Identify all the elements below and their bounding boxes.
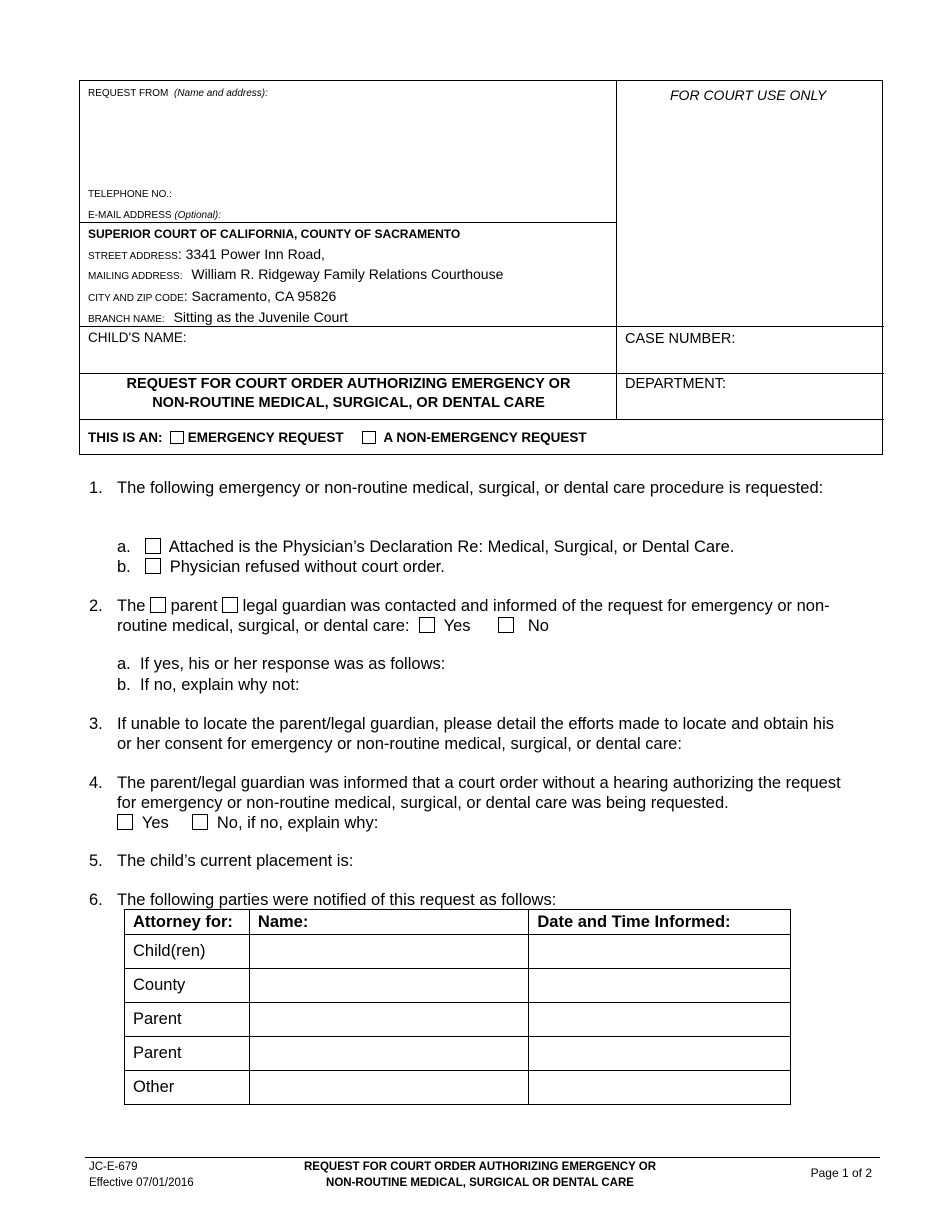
request-from-label: REQUEST FROM (Name and address): [88,88,268,99]
item-4-line1: The parent/legal guardian was informed that a court order without a hearing authorizing the request [117,774,841,792]
telephone-label: TELEPHONE NO.: [88,189,172,200]
parent-checkbox[interactable] [150,597,166,613]
item-2-line2: routine medical, surgical, or dental care: Yes No [117,617,549,635]
table-row [125,969,791,1003]
divider-line [80,419,884,420]
table-row [125,1037,791,1071]
attorney-for-cell: Other [125,1071,250,1105]
footer-title: REQUEST FOR COURT ORDER AUTHORIZING EMERGENCY OR NON-ROUTINE MEDICAL, SURGICAL OR DENTAL CARE [303,1161,657,1189]
name-cell[interactable] [249,1071,528,1105]
department-label: DEPARTMENT: [625,376,726,392]
name-cell[interactable] [249,1037,528,1071]
footer-form-info [89,1159,194,1191]
item-6-text: The following parties were notified of this request as follows: [117,891,557,909]
legal-guardian-checkbox[interactable] [222,597,238,613]
contacted-yes-checkbox[interactable] [419,617,435,633]
divider-line [80,222,617,223]
item-4-line2: for emergency or non-routine medical, surgical, or dental care was being requested. [117,794,729,812]
table-header-row [125,910,791,935]
item-1a: a. Attached is the Physician’s Declaration Re: Medical, Surgical, or Dental Care. [117,538,735,556]
item-1b: b. Physician refused without court order. [117,558,445,576]
date-informed-cell[interactable] [529,1071,791,1105]
item-5-text: The child’s current placement is: [117,852,354,870]
form-id: JC-E-679 [89,1161,138,1173]
item-2-line1: The parent legal guardian was contacted and informed of the request for emergency or non- [117,597,830,615]
informed-yes-checkbox[interactable] [117,814,133,830]
city-zip: CITY AND ZIP CODE: Sacramento, CA 95826 [88,288,337,304]
form-title: REQUEST FOR COURT ORDER AUTHORIZING EMERGENCY OR NON-ROUTINE MEDICAL, SURGICAL, OR DENTAL CARE [126,376,571,411]
attorney-for-cell: County [125,969,250,1003]
childs-name-label: CHILD'S NAME: [88,330,187,345]
court-use-label: FOR COURT USE ONLY [670,87,827,103]
court-name: SUPERIOR COURT OF CALIFORNIA, COUNTY OF SACRAMENTO [88,227,461,241]
contacted-no-checkbox[interactable] [498,617,514,633]
date-informed-cell[interactable] [529,935,791,969]
item-1-number: 1. [89,479,103,497]
email-label: E-MAIL ADDRESS (Optional): [88,210,222,221]
case-number-label: CASE NUMBER: [625,331,736,347]
name-cell[interactable] [249,1003,528,1037]
attorney-for-cell: Child(ren) [125,935,250,969]
attorney-for-cell: Parent [125,1037,250,1071]
item-3-line2: or her consent for emergency or non-routine medical, surgical, or dental care: [117,735,682,753]
non-emergency-request-checkbox[interactable] [362,431,376,444]
attorney-for-cell: Parent [125,1003,250,1037]
column-header: Name: [249,910,528,935]
notification-table [124,909,791,1105]
item-1-text: The following emergency or non-routine medical, surgical, or dental care procedure is requested: [117,479,824,497]
table-row [125,1071,791,1105]
item-2a: a. If yes, his or her response was as follows: [117,655,446,673]
item-5-number: 5. [89,852,103,870]
column-header: Date and Time Informed: [529,910,791,935]
item-4-number: 4. [89,774,103,792]
mailing-address: MAILING ADDRESS: William R. Ridgeway Family Relations Courthouse [88,266,504,282]
effective-date: Effective 07/01/2016 [89,1177,194,1189]
item-2b: b. If no, explain why not: [117,676,300,694]
emergency-request-checkbox[interactable] [170,431,184,444]
column-divider [616,81,617,420]
branch-name: BRANCH NAME: Sitting as the Juvenile Court [88,309,348,325]
informed-no-checkbox[interactable] [192,814,208,830]
request-type-row: THIS IS AN: EMERGENCY REQUEST A NON-EMERGENCY REQUEST [88,430,587,445]
physician-refused-checkbox[interactable] [145,558,161,574]
footer-divider [85,1157,880,1158]
name-cell[interactable] [249,935,528,969]
page-number: Page 1 of 2 [810,1166,872,1180]
divider-line [80,373,884,374]
item-3-number: 3. [89,715,103,733]
item-3-line1: If unable to locate the parent/legal guardian, please detail the efforts made to locate and obtain his [117,715,835,733]
date-informed-cell[interactable] [529,1003,791,1037]
table-row [125,1003,791,1037]
non-emergency-request-label: A NON-EMERGENCY REQUEST [383,430,587,445]
emergency-request-label: EMERGENCY REQUEST [187,430,344,445]
item-4-options: Yes No, if no, explain why: [117,814,378,833]
date-informed-cell[interactable] [529,1037,791,1071]
date-informed-cell[interactable] [529,969,791,1003]
column-header: Attorney for: [125,910,250,935]
caption-box [79,80,883,455]
item-2-number: 2. [89,597,103,615]
physician-declaration-checkbox[interactable] [145,538,161,554]
table-row [125,935,791,969]
street-address: STREET ADDRESS: 3341 Power Inn Road, [88,246,325,262]
item-6-number: 6. [89,891,103,909]
name-cell[interactable] [249,969,528,1003]
